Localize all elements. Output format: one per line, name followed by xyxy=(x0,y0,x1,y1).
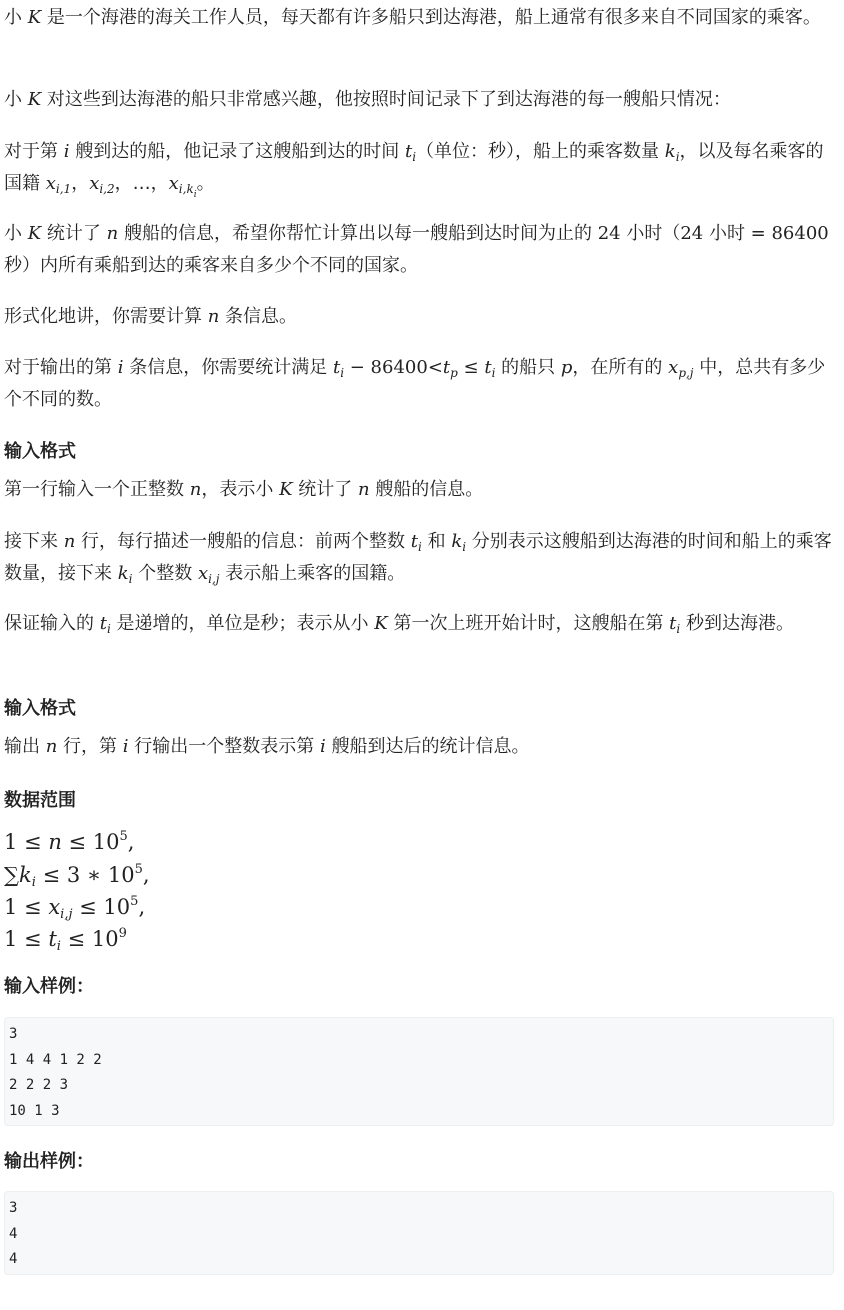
output-format-heading: 输入格式 xyxy=(4,698,76,719)
data-range-heading: 数据范围 xyxy=(4,790,76,811)
intro-paragraph-5: 形式化地讲，你需要计算 n 条信息。 xyxy=(4,306,298,327)
input-format-heading: 输入格式 xyxy=(4,441,76,462)
intro-paragraph-1: 小 K 是一个海港的海关工作人员，每天都有许多船只到达海港，船上通常有很多来自不同国家的乘客。 xyxy=(4,7,821,28)
intro-paragraph-6: 对于输出的第 i 条信息，你需要统计满足 $t_i - 86400<t_p \le t_i$ 的船只 p，在所有的 $x_{p,j}$ 中，总共有多少个不同的数。 xyxy=(4,357,826,410)
sample-input-code[interactable]: 3 1 4 4 1 2 2 2 2 2 3 10 1 3 xyxy=(4,1017,834,1126)
output-format-line-1: 输出 n 行，第 i 行输出一个整数表示第 i 艘船到达后的统计信息。 xyxy=(4,736,530,757)
input-format-line-2: 接下来 n 行，每行描述一艘船的信息：前两个整数 $t_i$ 和 $k_i$ 分别表示这艘船到达海港的时间和船上的乘客数量，接下来 $k_i$ 个整数 $x_{i,j}$ 表示船上乘客的国籍。 xyxy=(4,531,832,586)
sample-input-heading: 输入样例： xyxy=(4,976,94,997)
intro-paragraph-2: 小 K 对这些到达海港的船只非常感兴趣，他按照时间记录下了到达海港的每一艘船只情况： xyxy=(4,89,731,110)
input-format-line-1: 第一行输入一个正整数 n，表示小 K 统计了 n 艘船的信息。 xyxy=(4,479,484,500)
range-t: $1 \le t_i \le 10^9$ xyxy=(4,926,127,954)
intro-paragraph-4: 小 K 统计了 n 艘船的信息，希望你帮忙计算出以每一艘船到达时间为止的 24 小时（24 小时 = 86400 秒）内所有乘船到达的乘客来自多少个不同的国家。 xyxy=(4,223,829,276)
intro-paragraph-3: 对于第 i 艘到达的船，他记录了这艘船到达的时间 $t_i$（单位：秒），船上的乘客数量 $k_i$，以及每名乘客的国籍 $x_{i,1}$，$x_{i,2}$，…，$x_{i,k_i}$。 xyxy=(4,141,824,200)
sample-output-heading: 输出样例： xyxy=(4,1151,94,1172)
range-n: $1 \le n \le 10^5$, xyxy=(4,829,135,854)
sample-output-code[interactable]: 3 4 4 xyxy=(4,1191,834,1275)
input-format-line-3: 保证输入的 $t_i$ 是递增的，单位是秒；表示从小 K 第一次上班开始计时，这艘船在第 $t_i$ 秒到达海港。 xyxy=(4,613,794,636)
range-sum-k: $\sum k_i \le 3$ ∗ $10^5$, xyxy=(4,862,150,890)
range-x: $1 \le x_{i,j} \le 10^5$, xyxy=(4,894,146,922)
